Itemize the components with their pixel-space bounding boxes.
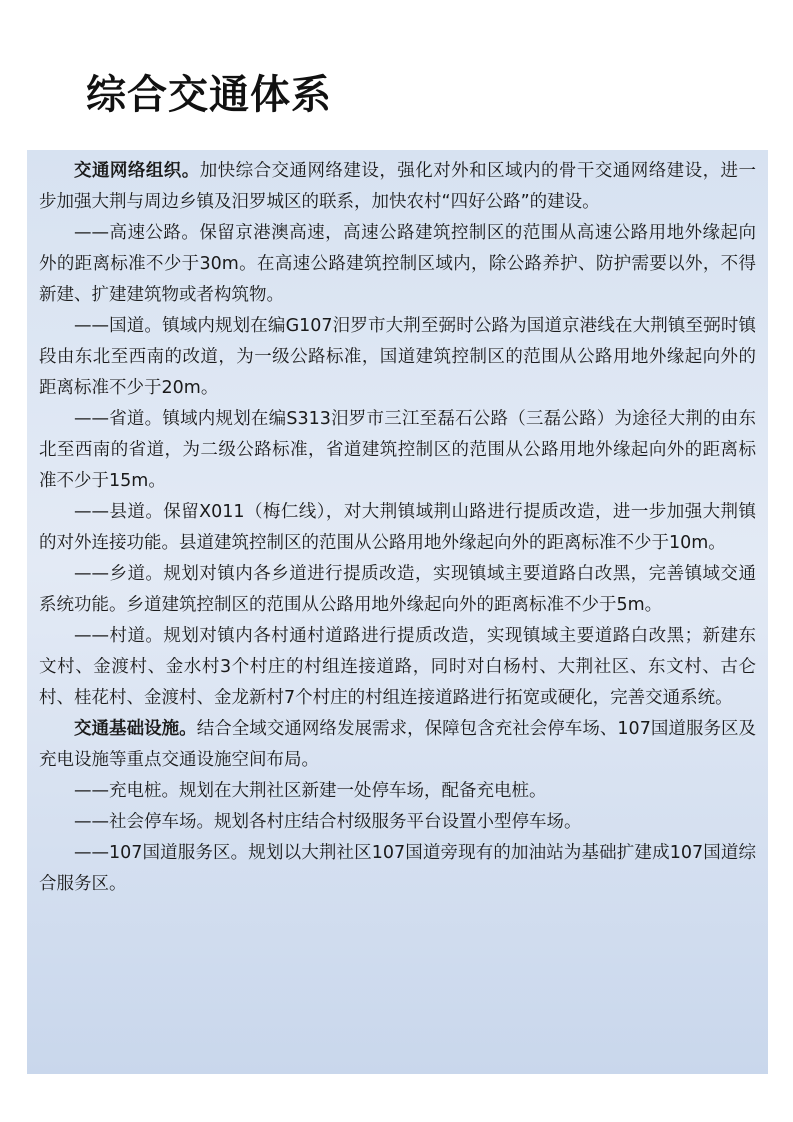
- expressway-paragraph: ——高速公路。保留京港澳高速，高速公路建筑控制区的范围从高速公路用地外缘起向外的距离标准不少于30m。在高速公路建筑控制区域内，除公路养护、防护需要以外，不得新建、扩建建筑物或者构筑物。: [39, 223, 756, 305]
- infrastructure-paragraph: [39, 714, 756, 776]
- public-parking-paragraph: ——社会停车场。规划各村庄结合村级服务平台设置小型停车场。: [74, 812, 582, 832]
- infrastructure-text: 结合全域交通网络发展需求，保障包含充社会停车场、107国道服务区及充电设施等重点交通设施空间布局。: [39, 719, 757, 770]
- infrastructure-heading: 交通基础设施。: [74, 719, 197, 739]
- provincial-road-paragraph: ——省道。镇域内规划在编S313汨罗市三江至磊石公路（三磊公路）为途径大荆的由东北至西南的省道，为二级公路标准，省道建筑控制区的范围从公路用地外缘起向外的距离标准不少于15m。: [39, 409, 756, 491]
- township-road-paragraph: ——乡道。规划对镇内各乡道进行提质改造，实现镇域主要道路白改黑，完善镇域交通系统功能。乡道建筑控制区的范围从公路用地外缘起向外的距离标准不少于5m。: [39, 564, 756, 615]
- county-road-paragraph: ——县道。保留X011（梅仁线），对大荆镇域荆山路进行提质改造，进一步加强大荆镇的对外连接功能。县道建筑控制区的范围从公路用地外缘起向外的距离标准不少于10m。: [39, 502, 756, 553]
- network-organization-paragraph: [39, 156, 756, 218]
- national-road-paragraph: ——国道。镇域内规划在编G107汨罗市大荆至弼时公路为国道京港线在大荆镇至弼时镇段由东北至西南的改道，为一级公路标准，国道建筑控制区的范围从公路用地外缘起向外的距离标准不少于20m。: [39, 316, 756, 398]
- village-road-paragraph: ——村道。规划对镇内各村通村道路进行提质改造，实现镇域主要道路白改黑；新建东文村、金渡村、金水村3个村庄的村组连接道路，同时对白杨村、大荆社区、东文村、古仑村、桂花村、金渡村、金龙新村7个村庄的村组连接道路进行拓宽或硬化，完善交通系统。: [39, 626, 756, 708]
- content-panel: [27, 150, 768, 1074]
- service-area-paragraph: ——107国道服务区。规划以大荆社区107国道旁现有的加油站为基础扩建成107国道综合服务区。: [39, 843, 756, 894]
- page-title: 综合交通体系: [86, 72, 332, 118]
- network-organization-heading: 交通网络组织。: [74, 161, 200, 181]
- charging-pile-paragraph: ——充电桩。规划在大荆社区新建一处停车场，配备充电桩。: [74, 781, 547, 801]
- network-organization-text: 加快综合交通网络建设，强化对外和区域内的骨干交通网络建设，进一步加强大荆与周边乡镇及汨罗城区的联系，加快农村“四好公路”的建设。: [39, 161, 757, 212]
